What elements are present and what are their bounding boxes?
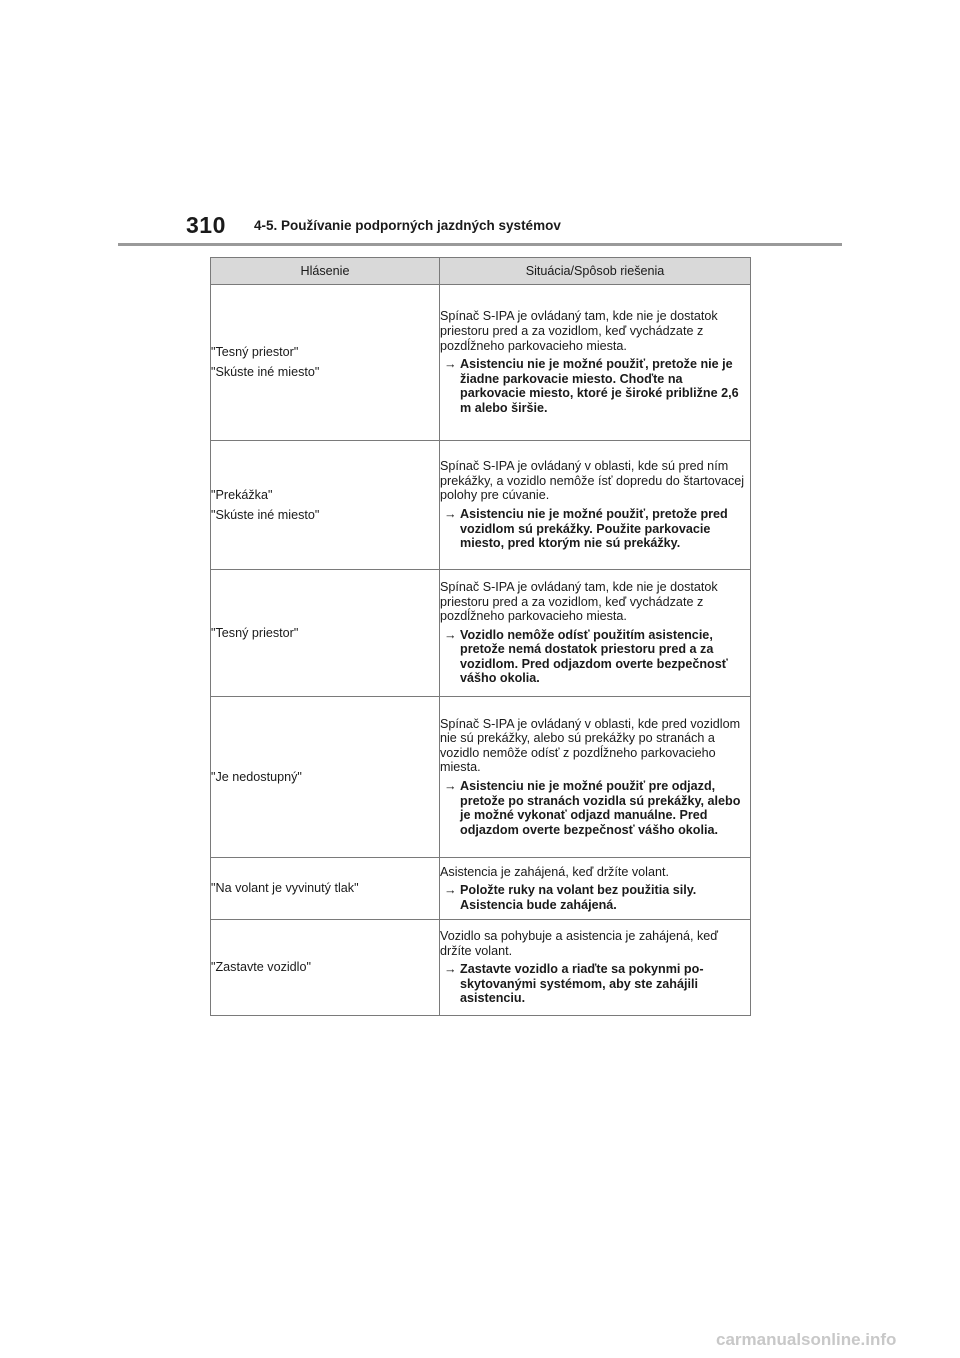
column-header-message: Hlásenie xyxy=(211,258,440,285)
table-row xyxy=(211,858,751,920)
arrow-right-icon: → xyxy=(444,507,457,521)
arrow-right-icon: → xyxy=(444,779,457,793)
message-text: "Zastavte vozidlo" xyxy=(211,960,311,975)
action-text: Asistenciu nie je možné použiť, pretože nie je žiadne parkovacie miesto. Choďte na parkovacie miesto, ktoré je široké približne 2,6 m alebo širšie. xyxy=(460,357,739,415)
message-cell xyxy=(211,858,440,920)
message-cell xyxy=(211,285,440,441)
message-text: "Skúste iné miesto" xyxy=(211,365,320,379)
message-text: "Tesný priestor" xyxy=(211,625,299,640)
message-table xyxy=(210,257,751,1016)
arrow-right-icon: → xyxy=(444,883,457,898)
arrow-right-icon: → xyxy=(444,627,457,642)
site-watermark: carmanualsonline.info xyxy=(716,1330,897,1349)
message-text: "Prekážka" xyxy=(211,487,273,502)
action-item xyxy=(440,962,750,1006)
message-text: "Na volant je vyvinutý tlak" xyxy=(211,881,359,896)
situation-text: Vozidlo sa pohybuje a asistencia je zahájená, keď držíte volant. xyxy=(440,929,718,958)
action-text: Položte ruky na volant bez použitia sily. Asistencia bude zahájená. xyxy=(460,883,697,912)
message-text: "Je nedostupný" xyxy=(211,769,302,784)
table-row xyxy=(211,441,751,570)
table-row xyxy=(211,697,751,858)
action-item xyxy=(440,507,750,551)
situation-cell xyxy=(440,570,751,697)
header-divider xyxy=(118,243,842,246)
message-text: "Skúste iné miesto" xyxy=(211,507,320,522)
section-title: 4-5. Používanie podporných jazdných systémov xyxy=(254,218,561,233)
action-text: Asistenciu nie je možné použiť, pretože pred vozidlom sú prekážky. Použite parkovacie miesto, pred ktorým nie sú prekážky. xyxy=(460,507,728,551)
action-text: Asistenciu nie je možné použiť pre odjazd, pretože po stranách vozidla sú prekážky, alebo je možné vykonať odjazd manuálne. Pred odjazdom overte bezpečnosť vášho okolia. xyxy=(460,779,741,837)
arrow-right-icon: → xyxy=(444,357,457,372)
message-cell xyxy=(211,697,440,858)
situation-text: Spínač S-IPA je ovládaný tam, kde nie je dostatok priestoru pred a za vozidlom, keď vychádzate z pozdĺžneho parkovacieho miesta. xyxy=(440,579,718,624)
message-cell xyxy=(211,570,440,697)
table-row xyxy=(211,920,751,1016)
situation-text: Asistencia je zahájená, keď držíte volant. xyxy=(440,864,669,879)
action-item xyxy=(440,779,750,837)
situation-text: Spínač S-IPA je ovládaný v oblasti, kde sú pred ním prekážky, a vozidlo nemôže ísť dopredu do štartovacej polohy pre cúvanie. xyxy=(440,459,745,503)
message-text: "Tesný priestor" xyxy=(211,345,299,360)
table-row xyxy=(211,570,751,697)
action-item xyxy=(440,357,750,415)
action-item xyxy=(440,883,750,912)
situation-cell xyxy=(440,285,751,441)
situation-cell xyxy=(440,697,751,858)
table-row xyxy=(211,285,751,441)
column-header-situation: Situácia/Spôsob riešenia xyxy=(440,258,751,285)
situation-cell xyxy=(440,858,751,920)
situation-text: Spínač S-IPA je ovládaný v oblasti, kde pred vozidlom nie sú prekážky, alebo sú prekážky po stranách a vozidlo nemôže odísť z pozdĺžneho parkovacieho miesta. xyxy=(440,716,741,775)
action-text: Vozidlo nemôže odísť použitím asistencie, pretože nemá dostatok priestoru pred a za vozidlom. Pred odjazdom overte bezpečnosť vášho okolia. xyxy=(460,627,728,686)
page-header xyxy=(0,0,960,250)
action-item xyxy=(440,628,750,686)
message-cell xyxy=(211,441,440,570)
situation-cell xyxy=(440,920,751,1016)
page-number: 310 xyxy=(186,212,226,238)
action-text: Zastavte vozidlo a riaďte sa pokynmi poskytovanými systémom, aby ste zahájili asistenciu. xyxy=(460,962,704,1006)
table-header-row xyxy=(211,258,751,285)
situation-cell xyxy=(440,441,751,570)
situation-text: Spínač S-IPA je ovládaný tam, kde nie je dostatok priestoru pred a za vozidlom, keď vychádzate z pozdĺžneho parkovacieho miesta. xyxy=(440,309,718,353)
message-cell xyxy=(211,920,440,1016)
arrow-right-icon: → xyxy=(444,962,457,977)
